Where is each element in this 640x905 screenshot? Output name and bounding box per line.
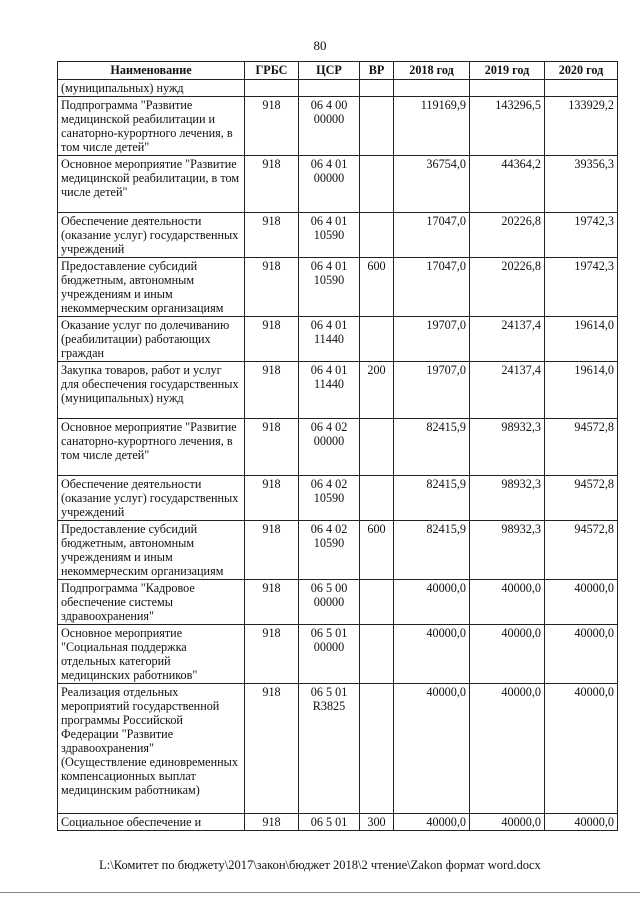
row-vr — [360, 625, 394, 684]
row-amount-2020: 19614,0 — [545, 317, 618, 362]
row-amount-2020 — [545, 80, 618, 97]
table-body — [58, 80, 618, 831]
table-header-row — [58, 62, 618, 80]
table-row — [58, 80, 618, 97]
row-amount-2018: 119169,9 — [394, 97, 470, 156]
row-amount-2018: 17047,0 — [394, 213, 470, 258]
row-name: Основное мероприятие "Развитие медицинской реабилитации, в том числе детей" — [58, 156, 245, 213]
row-grbs: 918 — [245, 97, 299, 156]
row-amount-2018: 40000,0 — [394, 684, 470, 814]
row-amount-2019: 40000,0 — [470, 625, 545, 684]
row-amount-2019: 40000,0 — [470, 580, 545, 625]
row-name: Реализация отдельных мероприятий государственной программы Российской Федерации "Развитие здравоохранения" (Осуществление единовременных компенсационных выплат медицинским работникам) — [58, 684, 245, 814]
table-row — [58, 362, 618, 419]
row-amount-2019: 20226,8 — [470, 258, 545, 317]
row-amount-2020: 19614,0 — [545, 362, 618, 419]
row-amount-2020: 94572,8 — [545, 476, 618, 521]
row-csr: 06 4 01 00000 — [299, 156, 360, 213]
table-row — [58, 258, 618, 317]
row-vr — [360, 476, 394, 521]
table-row — [58, 625, 618, 684]
row-name: (муниципальных) нужд — [58, 80, 245, 97]
row-grbs: 918 — [245, 362, 299, 419]
row-vr — [360, 684, 394, 814]
row-grbs: 918 — [245, 258, 299, 317]
row-amount-2020: 133929,2 — [545, 97, 618, 156]
row-csr: 06 4 01 11440 — [299, 317, 360, 362]
row-csr: 06 4 02 10590 — [299, 521, 360, 580]
row-amount-2018: 19707,0 — [394, 317, 470, 362]
row-vr: 200 — [360, 362, 394, 419]
row-grbs: 918 — [245, 580, 299, 625]
row-grbs: 918 — [245, 156, 299, 213]
row-amount-2018: 40000,0 — [394, 580, 470, 625]
row-amount-2018: 17047,0 — [394, 258, 470, 317]
row-amount-2020: 40000,0 — [545, 684, 618, 814]
row-vr: 600 — [360, 521, 394, 580]
row-amount-2018: 40000,0 — [394, 814, 470, 831]
row-amount-2018: 19707,0 — [394, 362, 470, 419]
row-name: Подпрограмма "Кадровое обеспечение системы здравоохранения" — [58, 580, 245, 625]
row-csr: 06 5 01 — [299, 814, 360, 831]
header-vr: ВР — [360, 62, 394, 80]
row-amount-2019: 40000,0 — [470, 814, 545, 831]
table-row — [58, 580, 618, 625]
header-name: Наименование — [58, 62, 245, 80]
document-file-path: L:\Комитет по бюджету\2017\закон\бюджет 2018\2 чтение\Zakon формат word.docx — [99, 858, 541, 872]
row-name: Обеспечение деятельности (оказание услуг) государственных учреждений — [58, 213, 245, 258]
page-bottom-edge — [0, 892, 640, 893]
row-vr: 300 — [360, 814, 394, 831]
row-vr: 600 — [360, 258, 394, 317]
row-amount-2018 — [394, 80, 470, 97]
row-amount-2019: 98932,3 — [470, 521, 545, 580]
row-amount-2020: 39356,3 — [545, 156, 618, 213]
row-name: Основное мероприятие "Развитие санаторно-курортного лечения, в том числе детей" — [58, 419, 245, 476]
row-name: Предоставление субсидий бюджетным, автономным учреждениям и иным некоммерческим организациям — [58, 258, 245, 317]
row-amount-2019: 98932,3 — [470, 476, 545, 521]
header-csr: ЦСР — [299, 62, 360, 80]
table-row — [58, 213, 618, 258]
row-amount-2020: 40000,0 — [545, 580, 618, 625]
row-amount-2019 — [470, 80, 545, 97]
row-name: Подпрограмма "Развитие медицинской реабилитации и санаторно-курортного лечения, в том числе детей" — [58, 97, 245, 156]
row-csr: 06 5 01 R3825 — [299, 684, 360, 814]
row-csr: 06 4 00 00000 — [299, 97, 360, 156]
row-amount-2020: 40000,0 — [545, 814, 618, 831]
table-row — [58, 419, 618, 476]
row-amount-2019: 98932,3 — [470, 419, 545, 476]
row-name: Социальное обеспечение и — [58, 814, 245, 831]
budget-table — [57, 61, 618, 831]
row-vr — [360, 80, 394, 97]
row-name: Закупка товаров, работ и услуг для обеспечения государственных (муниципальных) нужд — [58, 362, 245, 419]
row-vr — [360, 419, 394, 476]
row-amount-2018: 82415,9 — [394, 419, 470, 476]
row-amount-2019: 20226,8 — [470, 213, 545, 258]
row-grbs: 918 — [245, 476, 299, 521]
row-amount-2018: 40000,0 — [394, 625, 470, 684]
row-grbs: 918 — [245, 317, 299, 362]
row-amount-2020: 94572,8 — [545, 419, 618, 476]
row-csr: 06 4 01 10590 — [299, 258, 360, 317]
row-amount-2018: 82415,9 — [394, 521, 470, 580]
table-row — [58, 476, 618, 521]
row-vr — [360, 580, 394, 625]
row-grbs — [245, 80, 299, 97]
row-grbs: 918 — [245, 684, 299, 814]
row-vr — [360, 97, 394, 156]
row-amount-2020: 94572,8 — [545, 521, 618, 580]
row-csr: 06 5 01 00000 — [299, 625, 360, 684]
header-2018: 2018 год — [394, 62, 470, 80]
table-row — [58, 97, 618, 156]
row-grbs: 918 — [245, 419, 299, 476]
page-number: 80 — [313, 38, 327, 53]
row-csr: 06 4 01 10590 — [299, 213, 360, 258]
row-grbs: 918 — [245, 625, 299, 684]
row-amount-2019: 44364,2 — [470, 156, 545, 213]
table-row — [58, 521, 618, 580]
row-amount-2019: 143296,5 — [470, 97, 545, 156]
row-amount-2020: 19742,3 — [545, 213, 618, 258]
row-vr — [360, 156, 394, 213]
row-grbs: 918 — [245, 521, 299, 580]
header-grbs: ГРБС — [245, 62, 299, 80]
row-csr — [299, 80, 360, 97]
row-amount-2020: 40000,0 — [545, 625, 618, 684]
row-amount-2019: 24137,4 — [470, 317, 545, 362]
row-name: Предоставление субсидий бюджетным, автономным учреждениям и иным некоммерческим организациям — [58, 521, 245, 580]
row-name: Оказание услуг по долечиванию (реабилитации) работающих граждан — [58, 317, 245, 362]
row-vr — [360, 317, 394, 362]
row-vr — [360, 213, 394, 258]
row-grbs: 918 — [245, 814, 299, 831]
table-row — [58, 684, 618, 814]
table-row — [58, 317, 618, 362]
row-amount-2018: 36754,0 — [394, 156, 470, 213]
table-row — [58, 156, 618, 213]
row-amount-2018: 82415,9 — [394, 476, 470, 521]
row-amount-2020: 19742,3 — [545, 258, 618, 317]
row-csr: 06 5 00 00000 — [299, 580, 360, 625]
row-amount-2019: 24137,4 — [470, 362, 545, 419]
row-csr: 06 4 01 11440 — [299, 362, 360, 419]
table-row — [58, 814, 618, 831]
header-2019: 2019 год — [470, 62, 545, 80]
row-csr: 06 4 02 00000 — [299, 419, 360, 476]
row-amount-2019: 40000,0 — [470, 684, 545, 814]
row-grbs: 918 — [245, 213, 299, 258]
row-csr: 06 4 02 10590 — [299, 476, 360, 521]
header-2020: 2020 год — [545, 62, 618, 80]
row-name: Основное мероприятие "Социальная поддержка отдельных категорий медицинских работников" — [58, 625, 245, 684]
row-name: Обеспечение деятельности (оказание услуг) государственных учреждений — [58, 476, 245, 521]
